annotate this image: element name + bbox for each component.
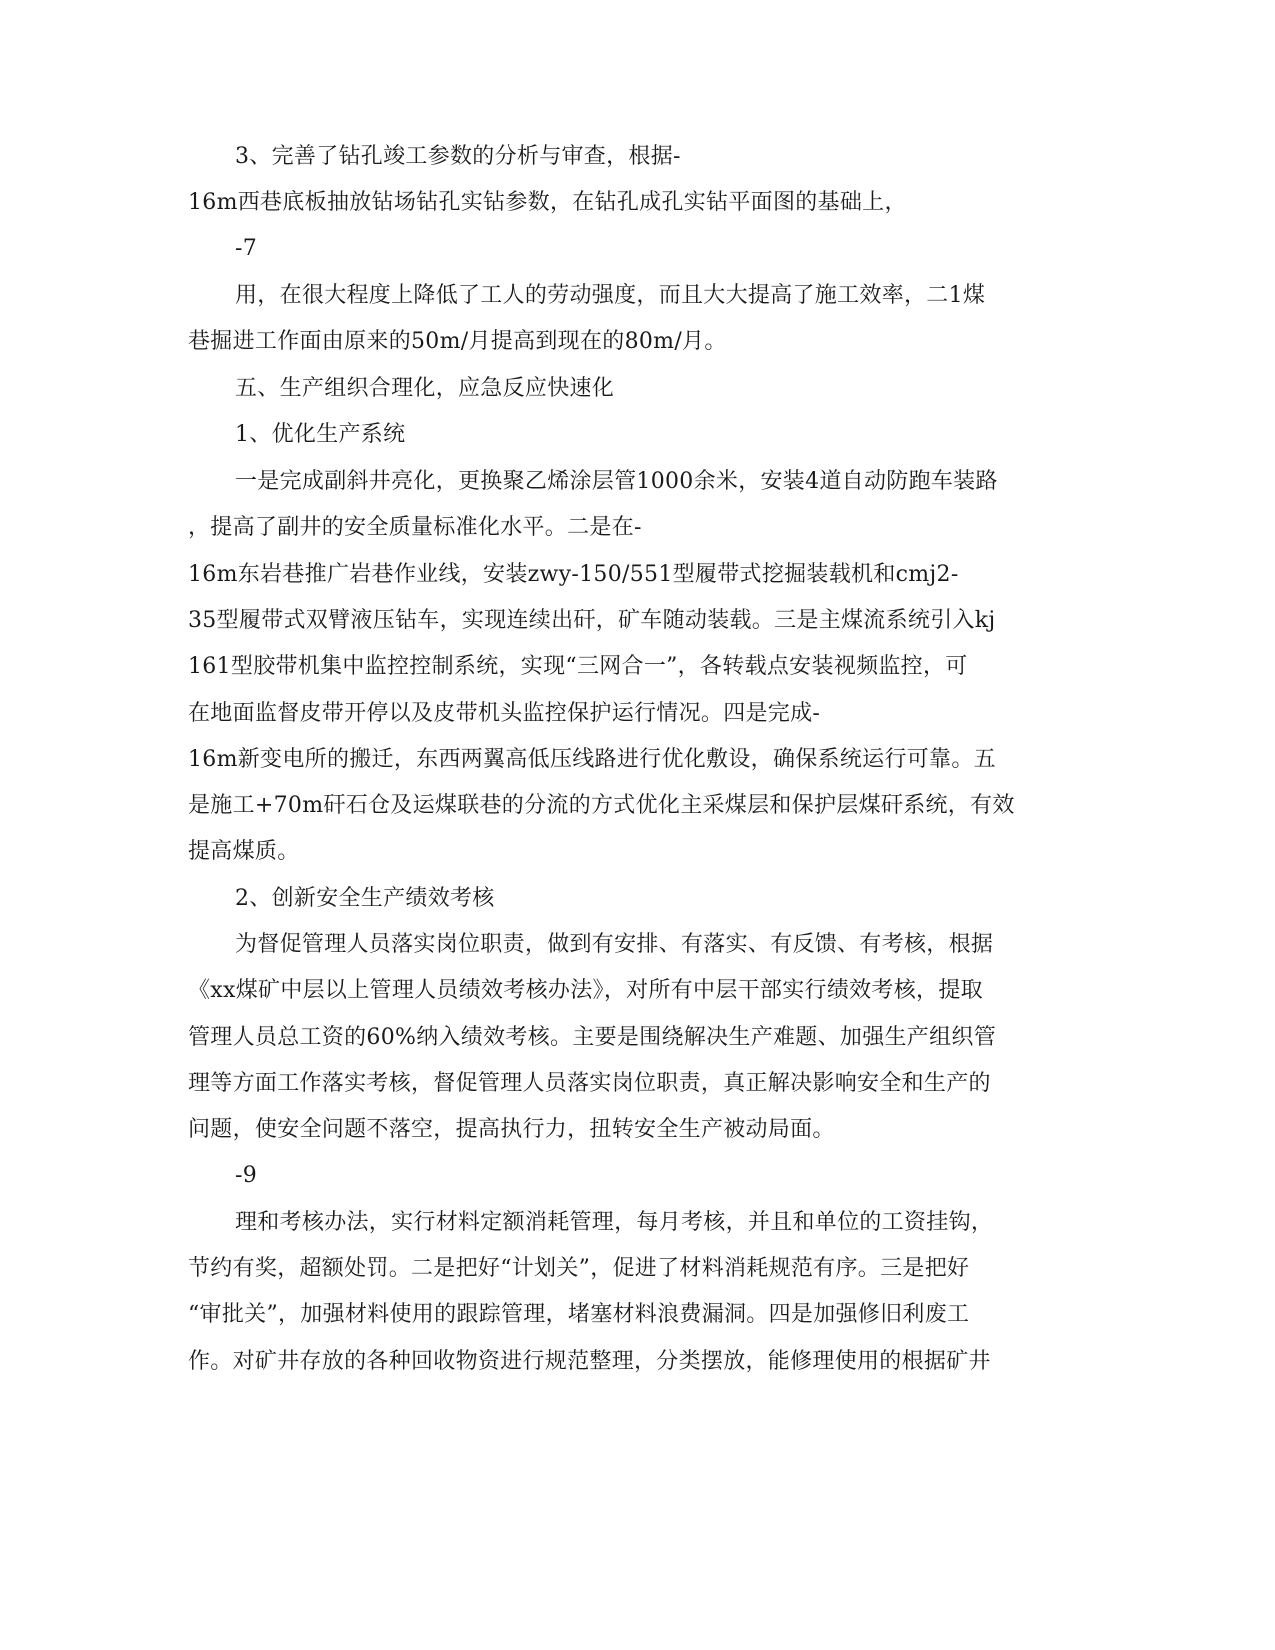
text-line: 是施工+70m矸石仓及运煤联巷的分流的方式优化主采煤层和保护层煤矸系统，有效 [188, 793, 1015, 818]
text-line: 16m东岩巷推广岩巷作业线，安装zwy-150/551型履带式挖掘装载机和cmj2- [188, 562, 959, 587]
text-line: 理等方面工作落实考核，督促管理人员落实岗位职责，真正解决影响安全和生产的 [188, 1071, 991, 1096]
text-line: 管理人员总工资的60%纳入绩效考核。主要是围绕解决生产难题、加强生产组织管 [188, 1025, 997, 1050]
text-line: 161型胶带机集中监控控制系统，实现“三网合一”，各转载点安装视频监控，可 [188, 654, 968, 679]
section-heading: 五、生产组织合理化，应急反应快速化 [235, 376, 615, 401]
text-line: 巷掘进工作面由原来的50m/月提高到现在的80m/月。 [188, 329, 727, 354]
text-line: “审批关”，加强材料使用的跟踪管理，堵塞材料浪费漏洞。四是加强修旧利废工 [188, 1302, 970, 1327]
text-line: 为督促管理人员落实岗位职责，做到有安排、有落实、有反馈、有考核，根据 [235, 932, 994, 957]
text-line: 在地面监督皮带开停以及皮带机头监控保护运行情况。四是完成- [188, 701, 821, 726]
subsection-heading: 2、创新安全生产绩效考核 [235, 886, 495, 911]
text-line: 问题，使安全问题不落空，提高执行力，扭转安全生产被动局面。 [188, 1117, 835, 1142]
text-line: 用，在很大程度上降低了工人的劳动强度，而且大大提高了施工效率，二1煤 [235, 283, 986, 308]
page-number: -7 [235, 236, 258, 261]
text-line: 提高煤质。 [188, 839, 300, 864]
text-line: 理和考核办法，实行材料定额消耗管理，每月考核，并且和单位的工资挂钩， [235, 1210, 994, 1235]
page-number: -9 [235, 1163, 258, 1188]
text-line: 16m西巷底板抽放钻场钻孔实钻参数，在钻孔成孔实钻平面图的基础上， [188, 190, 907, 215]
text-line: 节约有奖，超额处罚。二是把好“计划关”，促进了材料消耗规范有序。三是把好 [188, 1256, 970, 1281]
text-line: 《xx煤矿中层以上管理人员绩效考核办法》，对所有中层干部实行绩效考核，提取 [188, 978, 983, 1003]
text-line: 16m新变电所的搬迁，东西两翼高低压线路进行优化敷设，确保系统运行可靠。五 [188, 747, 996, 772]
text-line: 一是完成副斜井亮化，更换聚乙烯涂层管1000余米，安装4道自动防跑车装路 [235, 469, 998, 494]
text-line: 作。对矿井存放的各种回收物资进行规范整理，分类摆放，能修理使用的根据矿井 [188, 1349, 991, 1374]
text-line: 35型履带式双臂液压钻车，实现连续出矸，矿车随动装载。三是主煤流系统引入kj [188, 608, 996, 633]
text-line: ，提高了副井的安全质量标准化水平。二是在- [188, 515, 642, 540]
text-line: 3、完善了钻孔竣工参数的分析与审查，根据- [235, 144, 681, 169]
subsection-heading: 1、优化生产系统 [235, 422, 406, 447]
